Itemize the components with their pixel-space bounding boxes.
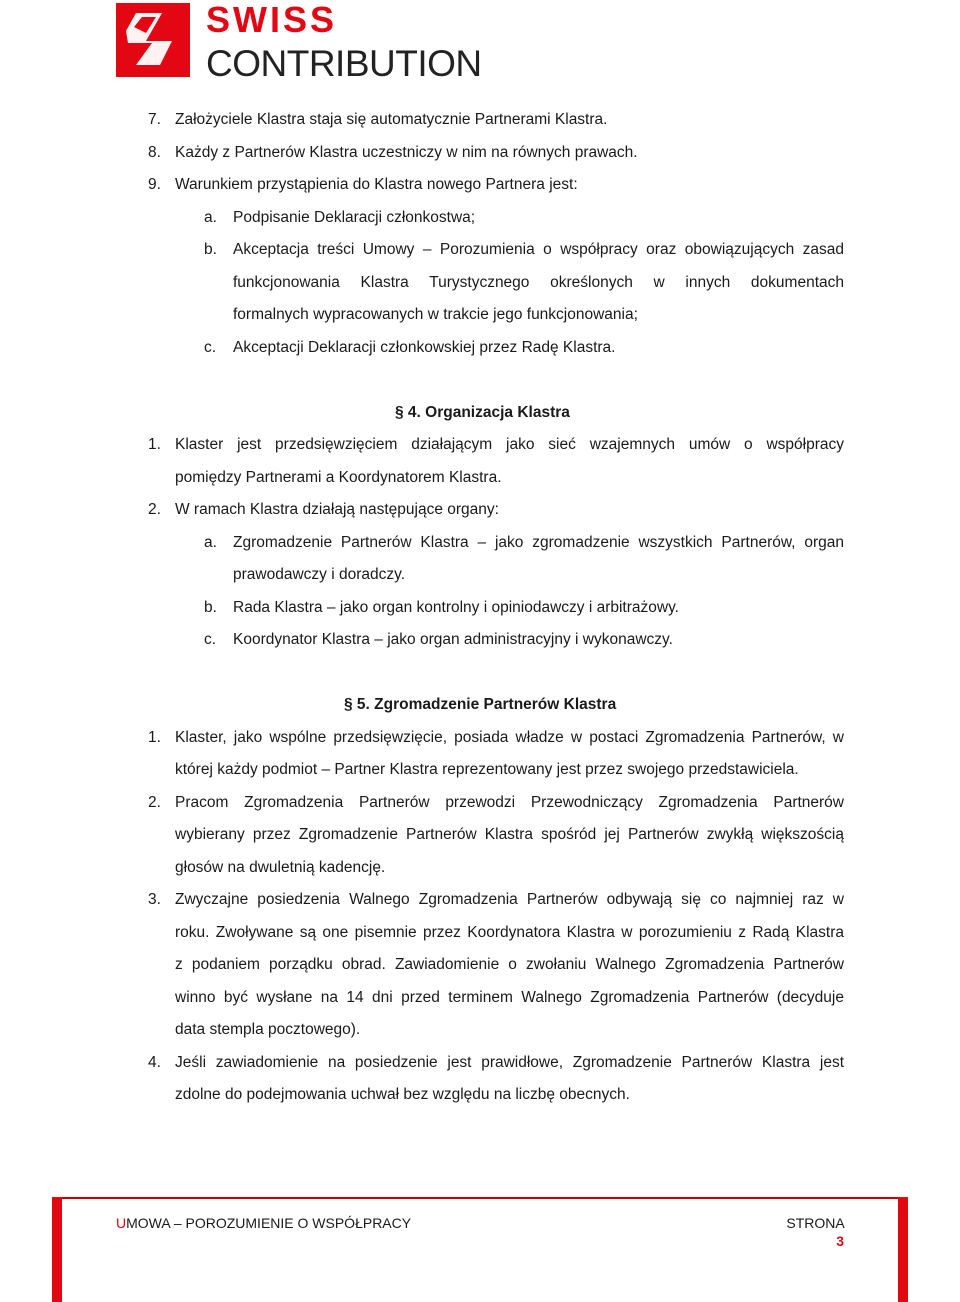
sub-list-letter: a. [204,209,217,226]
list-number: 8. [148,144,161,161]
list-number: 3. [148,891,161,908]
list-text: Klaster, jako wspólne przedsięwzięcie, posiada władze w postaci Zgromadzenia Partnerów, w [175,729,844,746]
list-number: 9. [148,176,161,193]
list-text: zdolne do podejmowania uchwał bez względu na liczbę obecnych. [175,1086,630,1103]
sub-list-letter: c. [204,339,217,356]
list-text: pomiędzy Partnerami a Koordynatorem Klastra. [175,469,502,486]
list-number: 1. [148,729,161,746]
list-number: 1. [148,436,161,453]
sub-list-text: Koordynator Klastra – jako organ administracyjny i wykonawczy. [233,631,673,648]
footer-title-rest: MOWA – POROZUMIENIE O WSPÓŁPRACY [126,1215,412,1231]
list-text: Warunkiem przystąpienia do Klastra nowego Partnera jest: [175,176,578,193]
list-number: 2. [148,794,161,811]
footer-title-initial: U [116,1215,127,1231]
list-number: 2. [148,501,161,518]
list-number: 7. [148,111,161,128]
list-text: roku. Zwoływane są one pisemnie przez Koordynatora Klastra w porozumieniu z Radą Klastra [175,924,844,941]
swiss-contribution-logo [116,0,496,84]
footer-rule [52,1197,908,1199]
sub-list-text: Rada Klastra – jako organ kontrolny i opiniodawczy i arbitrażowy. [233,599,679,616]
list-text: Pracom Zgromadzenia Partnerów przewodzi Przewodniczący Zgromadzenia Partnerów [175,794,844,811]
footer-page-number: 3 [836,1233,844,1249]
list-text: Jeśli zawiadomienie na posiedzenie jest prawidłowe, Zgromadzenie Partnerów Klastra jest [175,1054,844,1071]
footer-bar-right [898,1197,908,1302]
list-number: 4. [148,1054,161,1071]
list-text: której każdy podmiot – Partner Klastra reprezentowany jest przez swojego przedstawiciela. [175,761,799,778]
list-text: Klaster jest przedsięwzięciem działającym jako sieć wzajemnych umów o współpracy [175,436,844,453]
list-text: Założyciele Klastra staja się automatycznie Partnerami Klastra. [175,111,608,128]
list-text: W ramach Klastra działają następujące organy: [175,501,499,518]
sub-list-letter: c. [204,631,217,648]
sub-list-text: formalnych wypracowanych w trakcie jego funkcjonowania; [233,306,638,323]
sub-list-text: prawodawczy i doradczy. [233,566,406,583]
footer-page-label: STRONA [786,1215,844,1231]
sub-list-letter: b. [204,599,217,616]
list-text: data stempla pocztowego). [175,1021,361,1038]
section-heading: § 5. Zgromadzenie Partnerów Klastra [344,696,617,713]
logo-swiss-text: SWISS [206,0,338,40]
sub-list-text: Zgromadzenie Partnerów Klastra – jako zgromadzenie wszystkich Partnerów, organ [233,534,844,551]
logo-contribution-text: CONTRIBUTION [206,43,482,84]
list-text: winno być wysłane na 14 dni przed terminem Walnego Zgromadzenia Partnerów (decyduje [175,989,844,1006]
footer-bar-left [52,1197,62,1302]
footer-page [776,1214,844,1250]
sub-list-text: funkcjonowania Klastra Turystycznego określonych w innych dokumentach [233,274,844,291]
swiss-flag-mark [116,3,190,77]
sub-list-text: Akceptacja treści Umowy – Porozumienia o współpracy oraz obowiązujących zasad [233,241,844,258]
footer-title [116,1214,411,1232]
list-text: Zwyczajne posiedzenia Walnego Zgromadzenia Partnerów odbywają się co najmniej raz w [175,891,844,908]
list-text: Każdy z Partnerów Klastra uczestniczy w nim na równych prawach. [175,144,638,161]
sub-list-letter: b. [204,241,217,258]
list-text: z podaniem porządku obrad. Zawiadomienie o zwołaniu Walnego Zgromadzenia Partnerów [175,956,844,973]
list-text: głosów na dwuletnią kadencję. [175,859,386,876]
section-heading: § 4. Organizacja Klastra [395,404,570,421]
list-text: wybierany przez Zgromadzenie Partnerów Klastra spośród jej Partnerów zwykłą większością [175,826,844,843]
sub-list-text: Akceptacji Deklaracji członkowskiej przez Radę Klastra. [233,339,616,356]
sub-list-letter: a. [204,534,217,551]
sub-list-text: Podpisanie Deklaracji członkostwa; [233,209,476,226]
